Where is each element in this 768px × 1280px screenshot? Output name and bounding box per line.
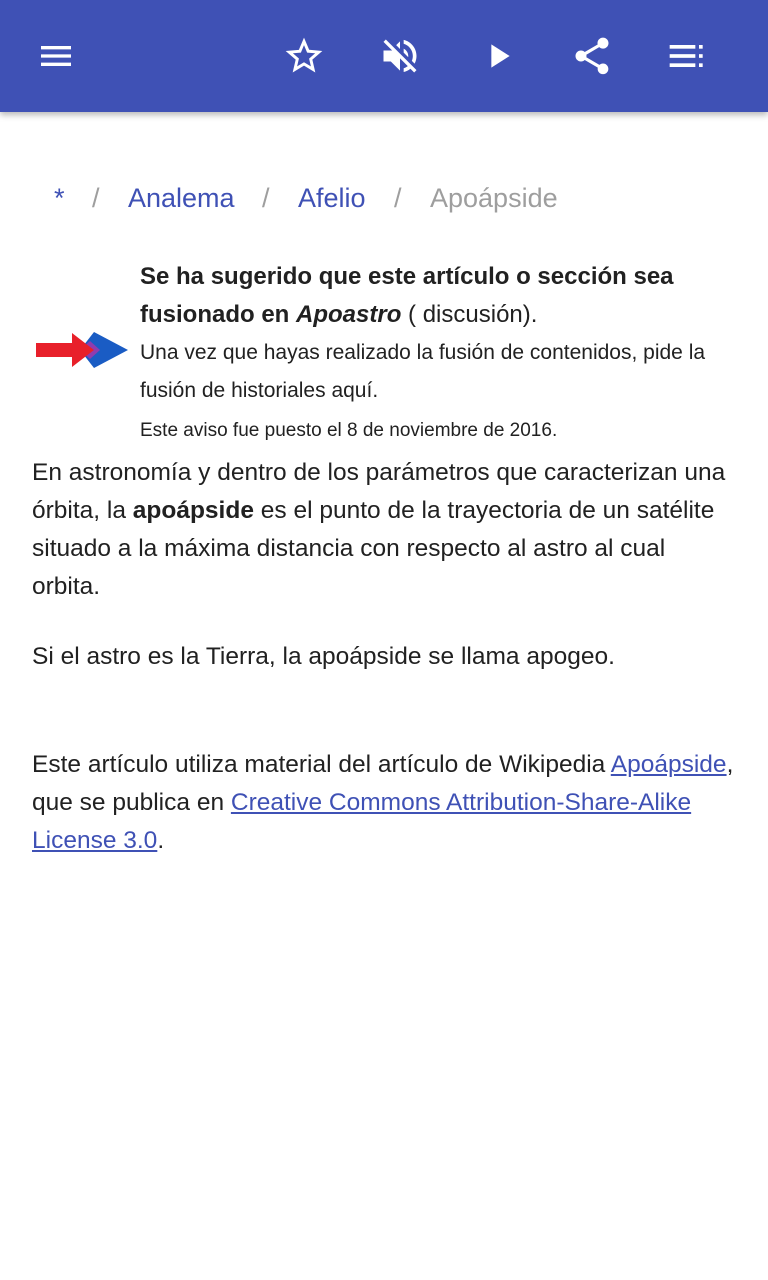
merge-arrow-icon	[34, 330, 130, 370]
discussion-close: ).	[522, 301, 538, 328]
license-link[interactable]: Creative Commons Attribution-Share-Alike License 3.0	[32, 789, 692, 854]
discussion-open: (	[408, 301, 417, 328]
attribution-middle: , que se publica en	[32, 751, 734, 816]
breadcrumb-separator: /	[394, 183, 402, 213]
share-icon	[570, 34, 614, 78]
merge-notice-text	[140, 258, 740, 446]
merge-notice-title	[140, 258, 740, 334]
breadcrumb-item-root[interactable]: *	[54, 183, 65, 213]
contents-button[interactable]	[660, 28, 716, 84]
breadcrumb-item-analema[interactable]: Analema	[128, 183, 235, 213]
breadcrumb-separator: /	[92, 183, 100, 213]
merge-instructions: Una vez que hayas realizado la fusión de contenidos, pide la fusión de historiales aquí.	[140, 341, 706, 402]
play-button[interactable]	[470, 28, 526, 84]
play-icon	[478, 36, 518, 76]
merge-title-prefix: Se ha sugerido que este artículo o sección sea fusionado en	[140, 263, 674, 328]
merge-date-note: Este aviso fue puesto el 8 de noviembre de 2016.	[140, 420, 558, 441]
para1-after: es el punto de la trayectoria de un satélite situado a la máxima distancia con respecto al astro al cual orbita.	[32, 497, 715, 600]
article-paragraph-1	[32, 454, 736, 606]
breadcrumb-separator: /	[262, 183, 270, 213]
attribution-before: Este artículo utiliza material del artículo de Wikipedia	[32, 751, 606, 778]
para1-before: En astronomía y dentro de los parámetros que caracterizan una órbita, la	[32, 459, 726, 524]
app-toolbar	[0, 0, 768, 112]
menu-button[interactable]	[28, 28, 84, 84]
merge-notice	[32, 258, 736, 448]
discussion-link[interactable]: discusión	[422, 301, 523, 328]
volume-off-icon	[378, 34, 422, 78]
attribution-end: .	[157, 827, 165, 854]
breadcrumb-item-afelio[interactable]: Afelio	[298, 183, 366, 213]
wikipedia-article-link[interactable]: Apoápside	[610, 751, 727, 778]
breadcrumb-current: Apoápside	[430, 183, 558, 213]
favorite-button[interactable]	[276, 28, 332, 84]
share-button[interactable]	[564, 28, 620, 84]
mute-button[interactable]	[372, 28, 428, 84]
menu-icon	[36, 36, 76, 76]
merge-target[interactable]: Apoastro	[296, 301, 402, 328]
article-paragraph-2: Si el astro es la Tierra, la apoápside se llama apogeo.	[32, 643, 615, 670]
para1-bold: apoápside	[132, 497, 254, 524]
attribution	[32, 746, 736, 860]
breadcrumb	[0, 178, 768, 222]
star-outline-icon	[282, 34, 326, 78]
playlist-icon	[666, 34, 710, 78]
